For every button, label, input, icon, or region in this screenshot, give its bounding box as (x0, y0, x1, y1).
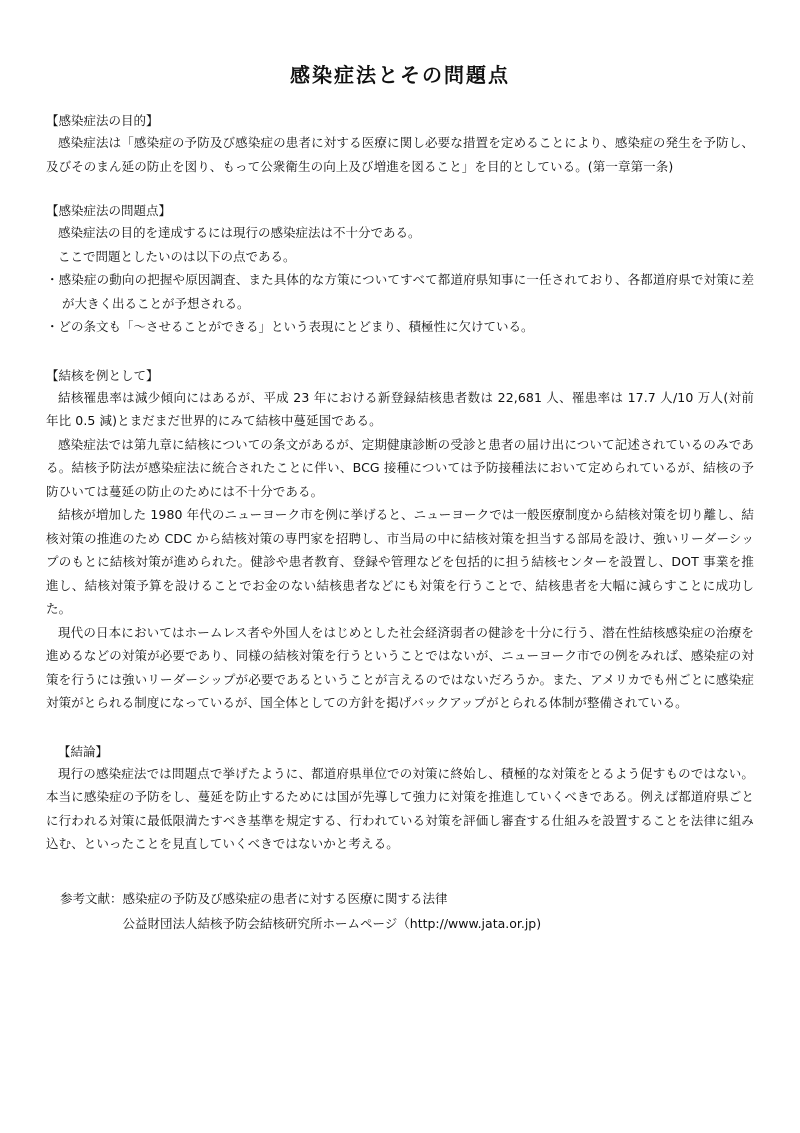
section-heading-conclusion: 【結論】 (58, 743, 109, 759)
references-label: 参考文献： (60, 890, 123, 906)
section-conclusion (46, 741, 754, 856)
conclusion-paragraph: 現行の感染症法では問題点で挙げたように、都道府県単位での対策に終始し、積極的な対策をとるよう促すものではない。本当に感染症の予防をし、蔓延を防止するためには国が先導して強力に対策を推進していくべきである。例えば都道府県ごとに行われる対策に最低限満たすべき基準を規定する、行われている対策を評価し審査する仕組みを設置することを法律に組み込む、といったことを見直していくべきではないかと考える。 (46, 765, 754, 851)
problems-bullet-1: ・感染症の動向の把握や原因調査、また具体的な方策についてすべて都道府県知事に一任されており、各都道府県で対策に差が大きく出ることが予想される。 (46, 272, 754, 311)
section-heading-problems: 【感染症法の問題点】 (46, 203, 172, 218)
tuberculosis-paragraph-4: 現代の日本においてはホームレス者や外国人をはじめとした社会経済弱者の健診を十分に行う、潜在性結核感染症の治療を進めるなどの対策が必要であり、同様の結核対策を行うということではないが、ニューヨーク市での例をみれば、感染症の対策を行うには強いリーダーシップが必要であるということが言えるのではないだろうか。また、アメリカでも州ごとに感染症対策がとられる制度になっているが、国全体としての方針を掲げバックアップがとられる体制が整備されている。 (46, 624, 754, 710)
references (46, 886, 754, 936)
tuberculosis-paragraph-2: 感染症法では第九章に結核についての条文があるが、定期健康診断の受診と患者の届け出について記述されているのみである。結核予防法が感染症法に統合されたことに伴い、BCG 接種については予防接種法において定められているが、結核の予防ひいては蔓延の防止のためには不十分である。 (46, 436, 754, 499)
problems-line-1: 感染症法の目的を達成するには現行の感染症法は不十分である。 (58, 225, 421, 240)
problems-line-2: ここで問題としたいのは以下の点である。 (58, 248, 296, 264)
spacer (46, 178, 754, 200)
section-heading-tuberculosis: 【結核を例として】 (46, 367, 159, 383)
reference-item-2: 公益財団法人結核予防会結核研究所ホームページ（http://www.jata.or.jp) (122, 915, 542, 931)
tuberculosis-paragraph-3: 結核が増加した 1980 年代のニューヨーク市を例に挙げると、ニューヨークでは一般医療制度から結核対策を切り離し、結核対策の推進のため CDC から結核対策の専門家を招聘し、市当局の中に結核対策を担当する部局を設け、強いリーダーシップのもとに結核対策が進められた。健診や患者教育、登録や管理などを包括的に担う結核センターを設置し、DOT 事業を推進し、結核対策予算を設けることでお金のない結核患者などにも対策を行うことで、結核患者を大幅に減らすことに成功した。 (46, 507, 754, 616)
section-problems (46, 200, 754, 339)
section-heading-purpose: 【感染症法の目的】 (46, 113, 159, 128)
section-tuberculosis (46, 365, 754, 715)
section-purpose (46, 110, 754, 178)
references-list (123, 886, 542, 936)
reference-item-1: 感染症の予防及び感染症の患者に対する医療に関する法律 (122, 890, 448, 906)
purpose-paragraph: 感染症法は「感染症の予防及び感染症の患者に対する医療に関し必要な措置を定めることにより、感染症の発生を予防し、及びそのまん延の防止を図り、もって公衆衛生の向上及び増進を図ること」を目的としている。(第一章第一条) (46, 135, 754, 174)
spacer (46, 339, 754, 365)
document-title: 感染症法とその問題点 (290, 63, 510, 87)
problems-bullet-2: ・どの条文も「〜させることができる」という表現にとどまり、積極性に欠けている。 (46, 319, 534, 334)
tuberculosis-paragraph-1: 結核罹患率は減少傾向にはあるが、平成 23 年における新登録結核患者数は 22,681 人、罹患率は 17.7 人/10 万人(対前年比 0.5 減)とまだまだ世界的にみて結核中蔓延国である。 (46, 389, 754, 428)
spacer (46, 715, 754, 741)
references-row (46, 886, 754, 936)
